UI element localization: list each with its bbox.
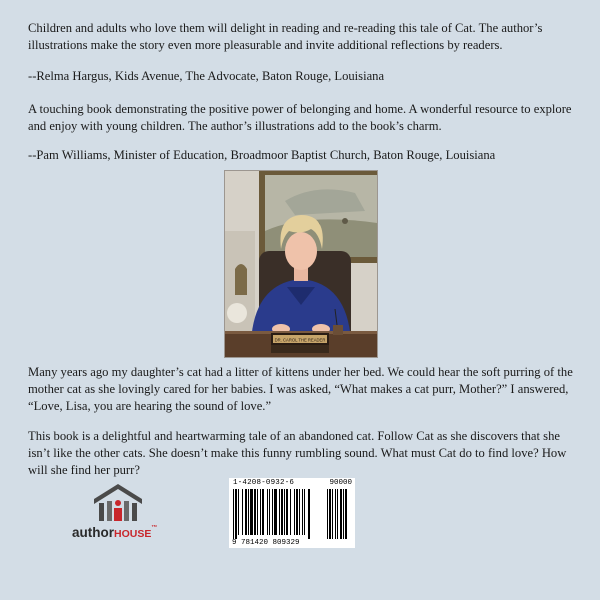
barcode-bars: [229, 478, 355, 548]
nameplate-text: DR. CAROL THE READER: [274, 337, 326, 343]
publisher-name: [72, 525, 192, 540]
review-2-attribution: --Pam Williams, Minister of Education, Broadmoor Baptist Church, Baton Rouge, Louisiana: [28, 148, 496, 162]
review-2-text: A touching book demonstrating the positive power of belonging and home. A wonderful resource to explore and enjoy with young children. The author’s illustrations add to the book’s charm.: [28, 102, 572, 133]
publisher-trademark: ™: [151, 525, 158, 531]
story-paragraph-1: Many years ago my daughter’s cat had a litter of kittens under her bed. We could hear the soft purring of the mother cat as she lovingly cared for her babies. I was asked, “What makes a cat purr, Mother?” I answered, “Love, Lisa, you are hearing the sound of love.”: [28, 365, 573, 413]
author-photo: [224, 170, 378, 358]
ean-text: 9 781420 809329: [232, 539, 300, 547]
price-code-text: 90000: [329, 479, 352, 487]
review-1-attribution: --Relma Hargus, Kids Avenue, The Advocate, Baton Rouge, Louisiana: [28, 69, 385, 83]
publisher-logo: [72, 481, 182, 543]
authorhouse-logo-icon: [90, 481, 146, 523]
isbn-barcode: [229, 478, 355, 548]
story-paragraph-2: This book is a delightful and heartwarming tale of an abandoned cat. Follow Cat as she discovers that she isn’t like the other cats. She doesn’t make this funny rumbling sound. What must Cat do to find love? How will she find her purr?: [28, 429, 567, 477]
publisher-name-part-2: HOUSE: [114, 528, 152, 540]
isbn-top-text: 1-4208-0932-6: [233, 479, 295, 487]
review-1-text: Children and adults who love them will delight in reading and re-reading this tale of Cat. The author’s illustrations make the story even more pleasurable and invite additional reflections by readers.: [28, 21, 543, 52]
author-portrait-icon: [225, 171, 377, 357]
publisher-name-part-1: author: [72, 525, 114, 540]
